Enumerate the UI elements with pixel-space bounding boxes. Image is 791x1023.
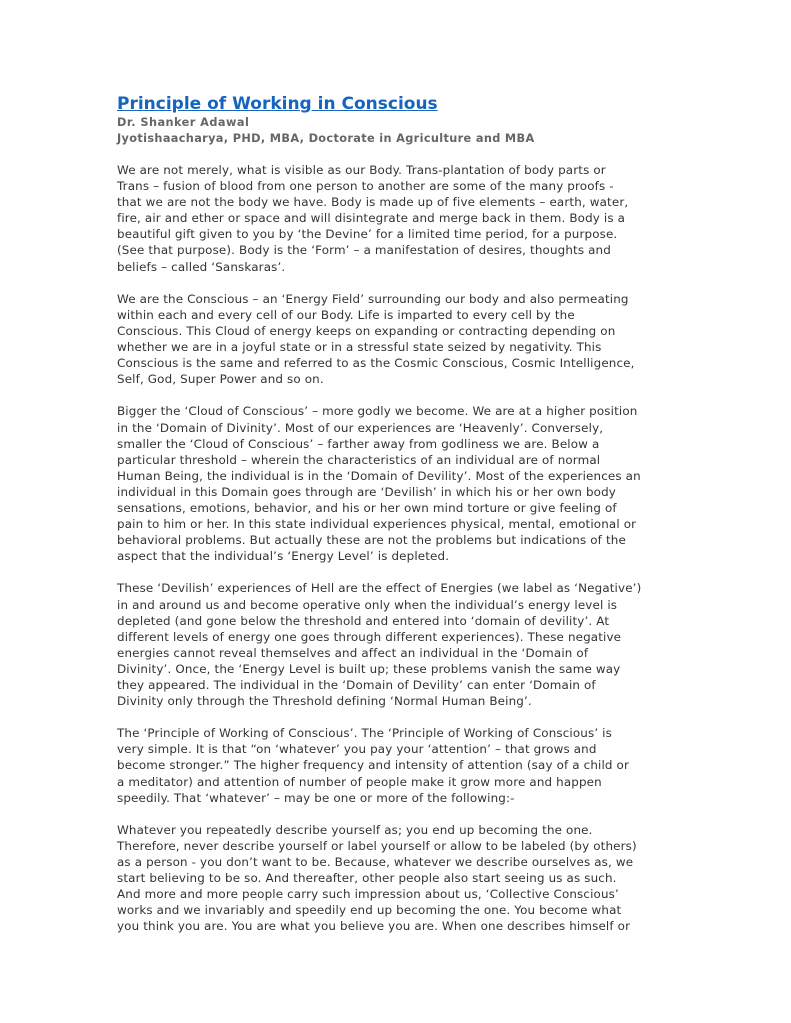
document-page <box>117 94 677 951</box>
author-credentials: Jyotishaacharya, PHD, MBA, Doctorate in Agriculture and MBA <box>117 131 535 145</box>
document-body <box>117 162 677 935</box>
paragraph-body-vs-self: We are not merely, what is visible as our Body. Trans-plantation of body parts or Trans – fusion of blood from one person to another are some of the many proofs - that we are not the body we have. Body is made up of five elements – earth, water, fire, air and ether or space and will disintegrate and merge back in them. Body is a beautiful gift given to you by ‘the Devine’ for a limited time period, for a purpose. (See that purpose). Body is the ‘Form’ – a manifestation of desires, thoughts and beliefs – called ‘Sanskaras’. <box>117 163 629 274</box>
paragraph-conscious-energy-field: We are the Conscious – an ‘Energy Field’ surrounding our body and also permeating within each and every cell of our Body. Life is imparted to every cell by the Conscious. This Cloud of energy keeps on expanding or contracting depending on whether we are in a joyful state or in a stressful state seized by negativity. This Conscious is the same and referred to as the Cosmic Conscious, Cosmic Intelligence, Self, God, Super Power and so on. <box>117 291 635 387</box>
document-title[interactable]: Principle of Working in Conscious <box>117 94 438 114</box>
paragraph-devilish-experiences: These ‘Devilish’ experiences of Hell are the effect of Energies (we label as ‘Negative’) in and around us and become operative only when the individual’s energy level is depleted (and gone below the threshold and entered into ‘domain of devility’. At different levels of energy one goes through different experiences). These negative energies cannot reveal themselves and affect an individual in the ‘Domain of Divinity’. Once, the ‘Energy Level is built up; these problems vanish the same way they appeared. The individual in the ‘Domain of Devility’ can enter ‘Domain of Divinity only through the Threshold defining ‘Normal Human Being’. <box>117 581 642 709</box>
paragraph-principle-of-working: The ‘Principle of Working of Conscious’. The ‘Principle of Working of Conscious’ is very simple. It is that “on ‘whatever’ you pay your ‘attention’ – that grows and become stronger.” The higher frequency and intensity of attention (say of a child or a meditator) and attention of number of people make it grow more and happen speedily. That ‘whatever’ – may be one or more of the following:- <box>117 726 630 805</box>
author-name: Dr. Shanker Adawal <box>117 116 250 129</box>
paragraph-self-description: Whatever you repeatedly describe yourself as; you end up becoming the one. Therefore, never describe yourself or label yourself or allow to be labeled (by others) as a person - you don’t want to be. Because, whatever we describe ourselves as, we start believing to be so. And thereafter, other people also start seeing us as such. And more and more people carry such impression about us, ‘Collective Conscious’ works and we invariably and speedily end up becoming the one. You become what you think you are. You are what you believe you are. When one describes himself or <box>117 822 637 934</box>
paragraph-cloud-of-conscious: Bigger the ‘Cloud of Conscious’ – more godly we become. We are at a higher position in the ‘Domain of Divinity’. Most of our experiences are ‘Heavenly’. Conversely, smaller the ‘Cloud of Conscious’ – farther away from godliness we are. Below a particular threshold – wherein the characteristics of an individual are of normal Human Being, the individual is in the ‘Domain of Devility’. Most of the experiences an individual in this Domain goes through are ‘Devilish’ in which his or her own body sensations, emotions, behavior, and his or her own mind torture or give feeling of pain to him or her. In this state individual experiences physical, mental, emotional or behavioral problems. But actually these are not the problems but indications of the aspect that the individual’s ‘Energy Level’ is depleted. <box>117 404 641 564</box>
